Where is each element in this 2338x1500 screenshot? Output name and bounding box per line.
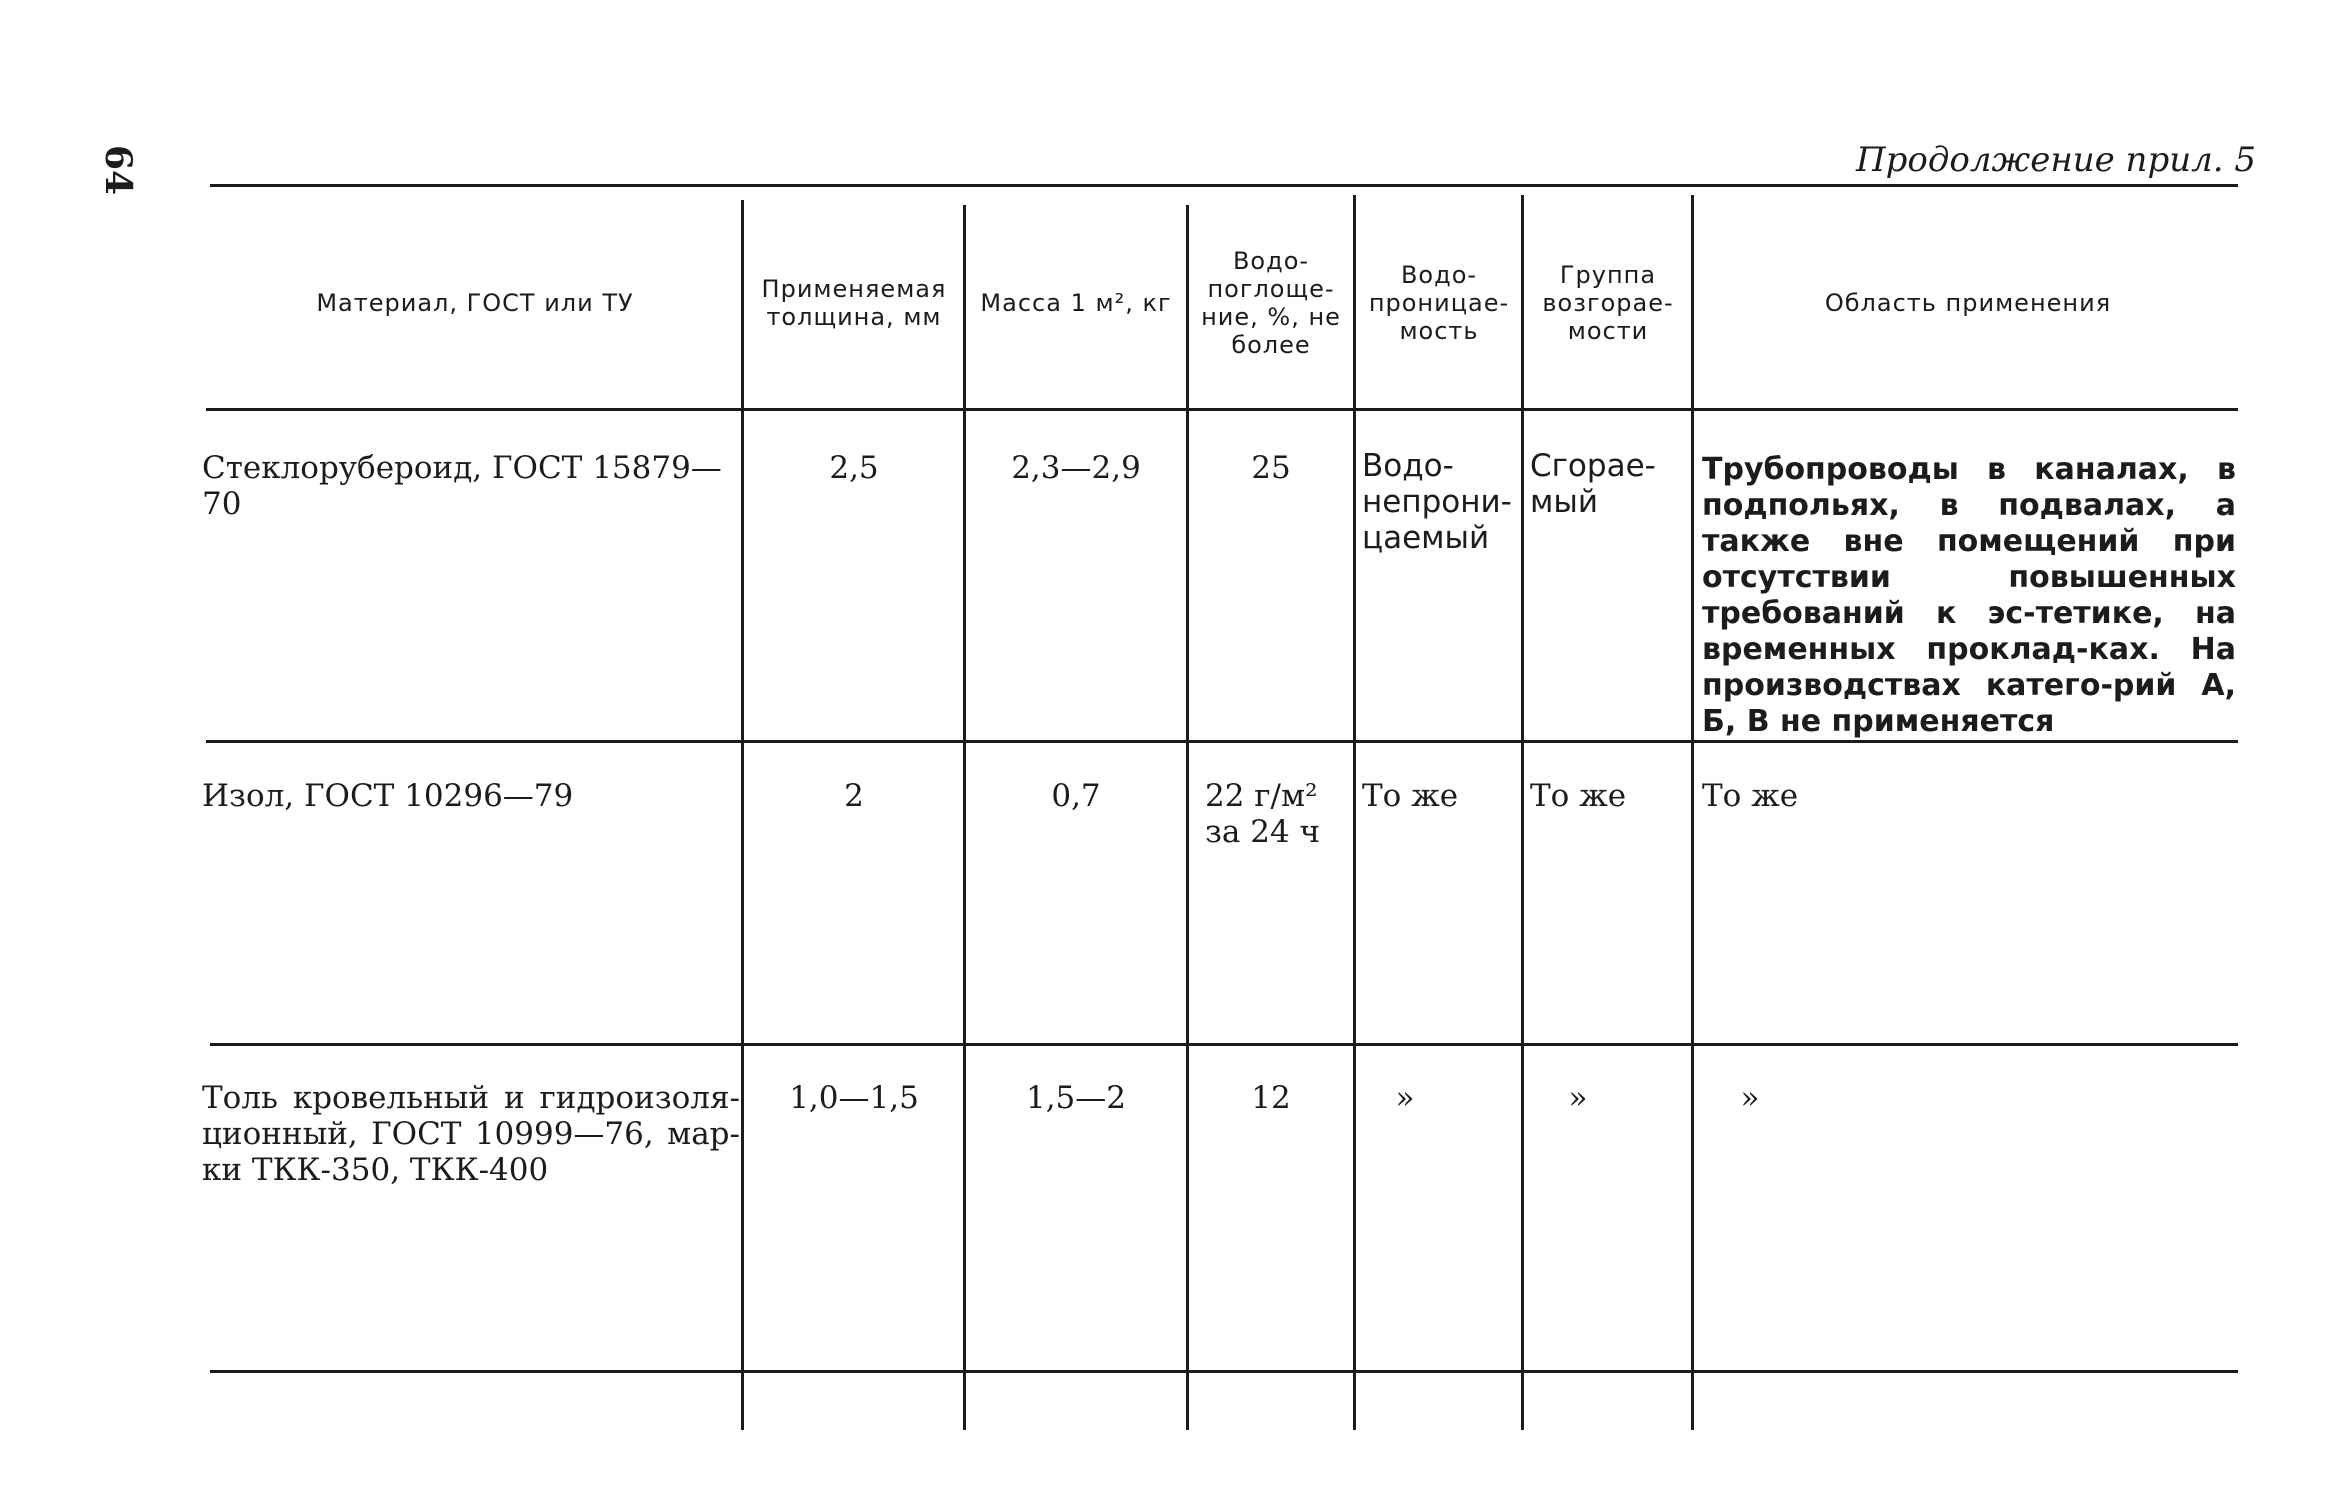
row-1-material: Стеклорубероид, ГОСТ 15879—70 — [202, 450, 722, 522]
row-1-permeability: Водо-непрони-цаемый — [1362, 448, 1512, 556]
row-3-bottom-rule — [210, 1370, 2238, 1373]
col-rule-1 — [741, 200, 744, 1430]
row-3-thickness: 1,0—1,5 — [789, 1080, 919, 1116]
row-2-application: То же — [1702, 778, 1799, 814]
header-bottom-rule — [206, 408, 2238, 411]
table-top-rule — [210, 184, 2238, 187]
header-mass: Масса 1 м², кг — [980, 288, 1172, 317]
row-1-flammability: Сгорае-мый — [1530, 448, 1656, 520]
col-rule-3 — [1186, 205, 1189, 1430]
col-rule-5 — [1521, 195, 1524, 1430]
header-flammability: Группа возгорае-мости — [1542, 260, 1674, 345]
row-2-thickness: 2 — [844, 778, 864, 814]
continuation-label: Продолжение прил. 5 — [1856, 140, 2256, 180]
row-2-absorption: 22 г/м² за 24 ч — [1205, 778, 1321, 850]
col-rule-6 — [1691, 195, 1694, 1430]
row-2-permeability: То же — [1362, 778, 1459, 814]
row-1-application: Трубопроводы в каналах, в подпольях, в подвалах, а также вне помещений при отсутствии повышенных требований к эс-тетике, на временных проклад-ках. На производствах катего-рий А, Б, В не применяется — [1702, 452, 2236, 739]
row-1-thickness: 2,5 — [829, 450, 879, 486]
row-3-material: Толь кровельный и гидроизоля-ционный, ГОСТ 10999—76, мар-ки ТКК-350, ТКК-400 — [202, 1080, 740, 1188]
row-3-flammability: » — [1568, 1080, 1588, 1116]
row-2-material: Изол, ГОСТ 10296—79 — [202, 778, 574, 814]
col-rule-4 — [1353, 195, 1356, 1430]
row-2-mass: 0,7 — [1051, 778, 1101, 814]
header-thickness: Применяемая толщина, мм — [761, 274, 947, 331]
row-1-bottom-rule — [206, 740, 2238, 743]
header-absorption: Водо-поглоще-ние, %, не более — [1201, 246, 1341, 359]
row-3-mass: 1,5—2 — [1025, 1080, 1127, 1116]
row-1-mass: 2,3—2,9 — [1011, 450, 1141, 486]
row-3-permeability: » — [1395, 1080, 1415, 1116]
row-1-absorption: 25 — [1251, 450, 1291, 486]
row-3-application: » — [1740, 1080, 1760, 1116]
page-number: 64 — [97, 144, 139, 196]
row-2-bottom-rule — [210, 1043, 2238, 1046]
header-application: Область применения — [1824, 288, 2112, 317]
row-2-flammability: То же — [1530, 778, 1627, 814]
col-rule-2 — [963, 205, 966, 1430]
header-material: Материал, ГОСТ или ТУ — [316, 288, 634, 317]
header-permeability: Водо-проницае-мость — [1368, 260, 1510, 345]
row-3-absorption: 12 — [1251, 1080, 1291, 1116]
